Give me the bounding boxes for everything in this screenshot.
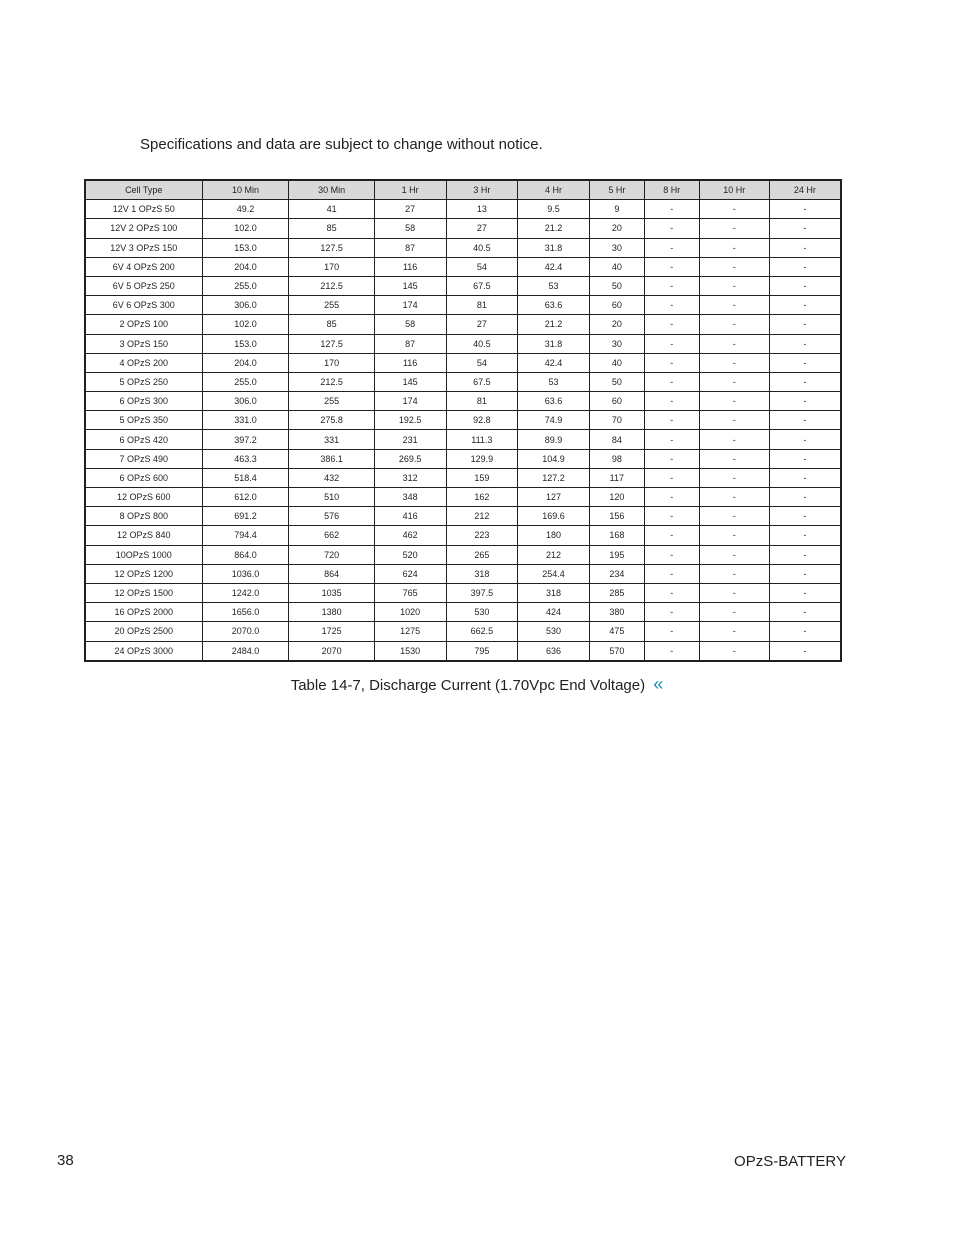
table-row xyxy=(85,622,841,641)
table-cell: - xyxy=(769,392,841,411)
table-row xyxy=(85,276,841,295)
table-cell: 116 xyxy=(374,353,446,372)
table-cell: 864 xyxy=(289,564,374,583)
table-cell: 318 xyxy=(518,583,590,602)
table-cell: 63.6 xyxy=(518,296,590,315)
table-cell: 40.5 xyxy=(446,334,518,353)
back-link-icon[interactable]: « xyxy=(653,674,664,694)
table-cell: 170 xyxy=(289,353,374,372)
table-cell: 570 xyxy=(589,641,644,661)
table-cell: 212.5 xyxy=(289,276,374,295)
table-cell: - xyxy=(769,296,841,315)
table-cell: 70 xyxy=(589,411,644,430)
table-cell: 153.0 xyxy=(202,334,289,353)
table-cell: - xyxy=(644,200,699,219)
table-cell: - xyxy=(644,622,699,641)
table-cell: 1725 xyxy=(289,622,374,641)
table-row xyxy=(85,583,841,602)
table-cell: 21.2 xyxy=(518,315,590,334)
table-cell: - xyxy=(769,219,841,238)
table-row xyxy=(85,200,841,219)
table-row xyxy=(85,296,841,315)
table-cell: 145 xyxy=(374,372,446,391)
table-cell: - xyxy=(769,488,841,507)
table-row xyxy=(85,315,841,334)
table-cell: - xyxy=(699,449,769,468)
table-cell: - xyxy=(699,315,769,334)
table-cell: 416 xyxy=(374,507,446,526)
table-cell: 31.8 xyxy=(518,334,590,353)
table-cell: 20 xyxy=(589,219,644,238)
column-header: 5 Hr xyxy=(589,180,644,200)
table-cell: - xyxy=(644,315,699,334)
table-cell: 520 xyxy=(374,545,446,564)
table-row xyxy=(85,545,841,564)
table-cell: - xyxy=(699,219,769,238)
table-cell: 691.2 xyxy=(202,507,289,526)
table-cell: 275.8 xyxy=(289,411,374,430)
column-header: 24 Hr xyxy=(769,180,841,200)
cell-type-cell: 4 OPzS 200 xyxy=(85,353,202,372)
table-cell: 74.9 xyxy=(518,411,590,430)
table-row xyxy=(85,334,841,353)
cell-type-cell: 6 OPzS 300 xyxy=(85,392,202,411)
table-cell: - xyxy=(699,622,769,641)
table-cell: 169.6 xyxy=(518,507,590,526)
table-cell: - xyxy=(699,545,769,564)
table-cell: - xyxy=(644,468,699,487)
table-cell: - xyxy=(644,353,699,372)
table-cell: - xyxy=(644,296,699,315)
table-cell: 530 xyxy=(446,603,518,622)
table-cell: 212 xyxy=(518,545,590,564)
table-row xyxy=(85,641,841,661)
table-cell: 116 xyxy=(374,257,446,276)
table-cell: 265 xyxy=(446,545,518,564)
cell-type-cell: 5 OPzS 350 xyxy=(85,411,202,430)
table-cell: 87 xyxy=(374,238,446,257)
table-cell: - xyxy=(699,257,769,276)
table-cell: - xyxy=(769,200,841,219)
table-cell: - xyxy=(769,603,841,622)
table-cell: 63.6 xyxy=(518,392,590,411)
table-cell: - xyxy=(699,526,769,545)
table-cell: - xyxy=(769,430,841,449)
table-cell: - xyxy=(769,564,841,583)
table-row xyxy=(85,219,841,238)
table-cell: 127 xyxy=(518,488,590,507)
table-row xyxy=(85,526,841,545)
cell-type-cell: 8 OPzS 800 xyxy=(85,507,202,526)
table-cell: 180 xyxy=(518,526,590,545)
table-cell: 156 xyxy=(589,507,644,526)
table-cell: 306.0 xyxy=(202,392,289,411)
table-cell: 41 xyxy=(289,200,374,219)
table-row xyxy=(85,488,841,507)
table-cell: 234 xyxy=(589,564,644,583)
table-cell: 58 xyxy=(374,315,446,334)
table-cell: 9.5 xyxy=(518,200,590,219)
cell-type-cell: 12 OPzS 1200 xyxy=(85,564,202,583)
table-cell: 662 xyxy=(289,526,374,545)
table-cell: 170 xyxy=(289,257,374,276)
cell-type-cell: 7 OPzS 490 xyxy=(85,449,202,468)
cell-type-cell: 12V 2 OPzS 100 xyxy=(85,219,202,238)
table-cell: 223 xyxy=(446,526,518,545)
table-cell: 84 xyxy=(589,430,644,449)
column-header: 3 Hr xyxy=(446,180,518,200)
table-cell: - xyxy=(699,296,769,315)
table-cell: 765 xyxy=(374,583,446,602)
notice-text: Specifications and data are subject to change without notice. xyxy=(140,136,543,153)
table-cell: - xyxy=(769,545,841,564)
table-row xyxy=(85,449,841,468)
column-header: 10 Min xyxy=(202,180,289,200)
table-row xyxy=(85,564,841,583)
table-cell: 192.5 xyxy=(374,411,446,430)
cell-type-cell: 6V 5 OPzS 250 xyxy=(85,276,202,295)
table-cell: 27 xyxy=(374,200,446,219)
table-cell: 306.0 xyxy=(202,296,289,315)
column-header: Cell Type xyxy=(85,180,202,200)
table-cell: 212.5 xyxy=(289,372,374,391)
table-cell: 662.5 xyxy=(446,622,518,641)
table-cell: 318 xyxy=(446,564,518,583)
table-cell: 1656.0 xyxy=(202,603,289,622)
table-cell: 2070.0 xyxy=(202,622,289,641)
table-cell: - xyxy=(699,276,769,295)
table-cell: 463.3 xyxy=(202,449,289,468)
table-cell: 53 xyxy=(518,276,590,295)
table-cell: - xyxy=(769,526,841,545)
table-cell: - xyxy=(769,315,841,334)
table-cell: - xyxy=(699,603,769,622)
table-cell: - xyxy=(769,622,841,641)
table-cell: 127.2 xyxy=(518,468,590,487)
table-header-row xyxy=(85,180,841,200)
table-cell: 81 xyxy=(446,392,518,411)
table-cell: 255 xyxy=(289,392,374,411)
table-cell: - xyxy=(644,411,699,430)
table-cell: 102.0 xyxy=(202,219,289,238)
table-row xyxy=(85,430,841,449)
table-cell: 255.0 xyxy=(202,372,289,391)
table-cell: 31.8 xyxy=(518,238,590,257)
table-cell: 49.2 xyxy=(202,200,289,219)
cell-type-cell: 24 OPzS 3000 xyxy=(85,641,202,661)
table-cell: - xyxy=(699,488,769,507)
table-cell: - xyxy=(644,507,699,526)
table-cell: 40 xyxy=(589,257,644,276)
table-cell: 397.5 xyxy=(446,583,518,602)
table-cell: 27 xyxy=(446,219,518,238)
table-cell: 285 xyxy=(589,583,644,602)
table-cell: 1242.0 xyxy=(202,583,289,602)
table-cell: - xyxy=(699,411,769,430)
table-row xyxy=(85,257,841,276)
table-cell: 168 xyxy=(589,526,644,545)
table-cell: 27 xyxy=(446,315,518,334)
table-cell: 424 xyxy=(518,603,590,622)
table-cell: 1380 xyxy=(289,603,374,622)
table-cell: 2070 xyxy=(289,641,374,661)
table-cell: 54 xyxy=(446,257,518,276)
table-cell: - xyxy=(644,392,699,411)
table-cell: - xyxy=(769,641,841,661)
table-cell: 1020 xyxy=(374,603,446,622)
cell-type-cell: 6 OPzS 420 xyxy=(85,430,202,449)
cell-type-cell: 12 OPzS 600 xyxy=(85,488,202,507)
table-cell: 102.0 xyxy=(202,315,289,334)
column-header: 1 Hr xyxy=(374,180,446,200)
cell-type-cell: 10OPzS 1000 xyxy=(85,545,202,564)
page-number: 38 xyxy=(57,1152,74,1169)
table-cell: 53 xyxy=(518,372,590,391)
table-cell: - xyxy=(644,257,699,276)
table-cell: 174 xyxy=(374,296,446,315)
table-cell: 21.2 xyxy=(518,219,590,238)
table-cell: 120 xyxy=(589,488,644,507)
table-cell: - xyxy=(644,488,699,507)
cell-type-cell: 12 OPzS 1500 xyxy=(85,583,202,602)
table-row xyxy=(85,238,841,257)
table-cell: - xyxy=(769,468,841,487)
table-cell: 42.4 xyxy=(518,353,590,372)
cell-type-cell: 6V 6 OPzS 300 xyxy=(85,296,202,315)
table-cell: - xyxy=(769,583,841,602)
table-cell: 54 xyxy=(446,353,518,372)
table-cell: 255 xyxy=(289,296,374,315)
table-cell: 195 xyxy=(589,545,644,564)
table-cell: 1036.0 xyxy=(202,564,289,583)
footer-title: OPzS-BATTERY xyxy=(734,1153,846,1170)
cell-type-cell: 6V 4 OPzS 200 xyxy=(85,257,202,276)
table-cell: 231 xyxy=(374,430,446,449)
cell-type-cell: 12 OPzS 840 xyxy=(85,526,202,545)
table-cell: - xyxy=(644,603,699,622)
table-cell: 1275 xyxy=(374,622,446,641)
table-cell: - xyxy=(699,430,769,449)
table-cell: - xyxy=(644,583,699,602)
table-cell: 30 xyxy=(589,238,644,257)
table-cell: - xyxy=(644,449,699,468)
table-cell: 104.9 xyxy=(518,449,590,468)
table-cell: 81 xyxy=(446,296,518,315)
table-cell: - xyxy=(769,353,841,372)
table-cell: 462 xyxy=(374,526,446,545)
table-cell: 40 xyxy=(589,353,644,372)
table-cell: 397.2 xyxy=(202,430,289,449)
table-cell: 98 xyxy=(589,449,644,468)
table-cell: 60 xyxy=(589,296,644,315)
table-cell: - xyxy=(769,238,841,257)
table-cell: 386.1 xyxy=(289,449,374,468)
table-cell: 162 xyxy=(446,488,518,507)
table-cell: 127.5 xyxy=(289,334,374,353)
table-cell: 2484.0 xyxy=(202,641,289,661)
table-cell: 127.5 xyxy=(289,238,374,257)
table-cell: 612.0 xyxy=(202,488,289,507)
table-cell: 42.4 xyxy=(518,257,590,276)
table-cell: 87 xyxy=(374,334,446,353)
table-cell: - xyxy=(699,507,769,526)
table-cell: - xyxy=(644,526,699,545)
table-cell: 129.9 xyxy=(446,449,518,468)
table-cell: 269.5 xyxy=(374,449,446,468)
table-row xyxy=(85,372,841,391)
table-cell: 111.3 xyxy=(446,430,518,449)
table-cell: - xyxy=(644,219,699,238)
table-cell: 85 xyxy=(289,219,374,238)
cell-type-cell: 5 OPzS 250 xyxy=(85,372,202,391)
discharge-current-table xyxy=(84,179,842,662)
cell-type-cell: 16 OPzS 2000 xyxy=(85,603,202,622)
table-cell: - xyxy=(699,353,769,372)
table-cell: 795 xyxy=(446,641,518,661)
table-cell: - xyxy=(769,334,841,353)
table-cell: - xyxy=(644,430,699,449)
table-cell: 864.0 xyxy=(202,545,289,564)
table-cell: 30 xyxy=(589,334,644,353)
column-header: 30 Min xyxy=(289,180,374,200)
table-cell: 174 xyxy=(374,392,446,411)
table-cell: - xyxy=(699,372,769,391)
table-cell: - xyxy=(699,583,769,602)
table-cell: - xyxy=(644,276,699,295)
table-cell: 50 xyxy=(589,276,644,295)
cell-type-cell: 6 OPzS 600 xyxy=(85,468,202,487)
table-cell: 13 xyxy=(446,200,518,219)
cell-type-cell: 3 OPzS 150 xyxy=(85,334,202,353)
table-cell: 145 xyxy=(374,276,446,295)
table-cell: - xyxy=(699,238,769,257)
table-cell: - xyxy=(644,372,699,391)
table-cell: - xyxy=(644,238,699,257)
table-cell: 794.4 xyxy=(202,526,289,545)
cell-type-cell: 20 OPzS 2500 xyxy=(85,622,202,641)
table-cell: 85 xyxy=(289,315,374,334)
table-row xyxy=(85,411,841,430)
table-cell: - xyxy=(769,276,841,295)
table-cell: 510 xyxy=(289,488,374,507)
cell-type-cell: 12V 1 OPzS 50 xyxy=(85,200,202,219)
table-cell: 331.0 xyxy=(202,411,289,430)
table-cell: 1530 xyxy=(374,641,446,661)
table-cell: - xyxy=(769,449,841,468)
table-cell: - xyxy=(769,507,841,526)
table-cell: - xyxy=(644,641,699,661)
table-cell: - xyxy=(699,564,769,583)
table-cell: 60 xyxy=(589,392,644,411)
table-cell: 204.0 xyxy=(202,257,289,276)
table-cell: - xyxy=(699,641,769,661)
column-header: 4 Hr xyxy=(518,180,590,200)
table-cell: - xyxy=(699,200,769,219)
table-cell: 636 xyxy=(518,641,590,661)
column-header: 8 Hr xyxy=(644,180,699,200)
table-cell: 159 xyxy=(446,468,518,487)
table-cell: 58 xyxy=(374,219,446,238)
table-cell: - xyxy=(769,257,841,276)
table-cell: 255.0 xyxy=(202,276,289,295)
table-cell: 624 xyxy=(374,564,446,583)
table-cell: 331 xyxy=(289,430,374,449)
table-cell: - xyxy=(699,468,769,487)
table-cell: 20 xyxy=(589,315,644,334)
table-cell: 92.8 xyxy=(446,411,518,430)
table-cell: 67.5 xyxy=(446,372,518,391)
table-cell: 89.9 xyxy=(518,430,590,449)
table-cell: - xyxy=(699,392,769,411)
table-cell: 1035 xyxy=(289,583,374,602)
table-cell: 153.0 xyxy=(202,238,289,257)
table-cell: 576 xyxy=(289,507,374,526)
column-header: 10 Hr xyxy=(699,180,769,200)
table-cell: 50 xyxy=(589,372,644,391)
table-cell: 67.5 xyxy=(446,276,518,295)
cell-type-cell: 12V 3 OPzS 150 xyxy=(85,238,202,257)
table-row xyxy=(85,392,841,411)
table-row xyxy=(85,353,841,372)
table-cell: 380 xyxy=(589,603,644,622)
table-cell: - xyxy=(644,334,699,353)
table-cell: 312 xyxy=(374,468,446,487)
table-cell: - xyxy=(769,411,841,430)
table-caption xyxy=(0,674,954,695)
table-cell: 530 xyxy=(518,622,590,641)
caption-text: Table 14-7, Discharge Current (1.70Vpc End Voltage) xyxy=(290,677,646,694)
table-cell: - xyxy=(769,372,841,391)
table-cell: - xyxy=(644,545,699,564)
table-row xyxy=(85,603,841,622)
table-row xyxy=(85,468,841,487)
table-cell: 432 xyxy=(289,468,374,487)
table-cell: 9 xyxy=(589,200,644,219)
table-cell: 518.4 xyxy=(202,468,289,487)
table-cell: 212 xyxy=(446,507,518,526)
table-cell: - xyxy=(644,564,699,583)
table-cell: - xyxy=(699,334,769,353)
table-cell: 475 xyxy=(589,622,644,641)
table-cell: 254.4 xyxy=(518,564,590,583)
table-cell: 720 xyxy=(289,545,374,564)
cell-type-cell: 2 OPzS 100 xyxy=(85,315,202,334)
table-body xyxy=(85,200,841,661)
table-row xyxy=(85,507,841,526)
table-cell: 348 xyxy=(374,488,446,507)
table-cell: 204.0 xyxy=(202,353,289,372)
table-cell: 117 xyxy=(589,468,644,487)
table-cell: 40.5 xyxy=(446,238,518,257)
